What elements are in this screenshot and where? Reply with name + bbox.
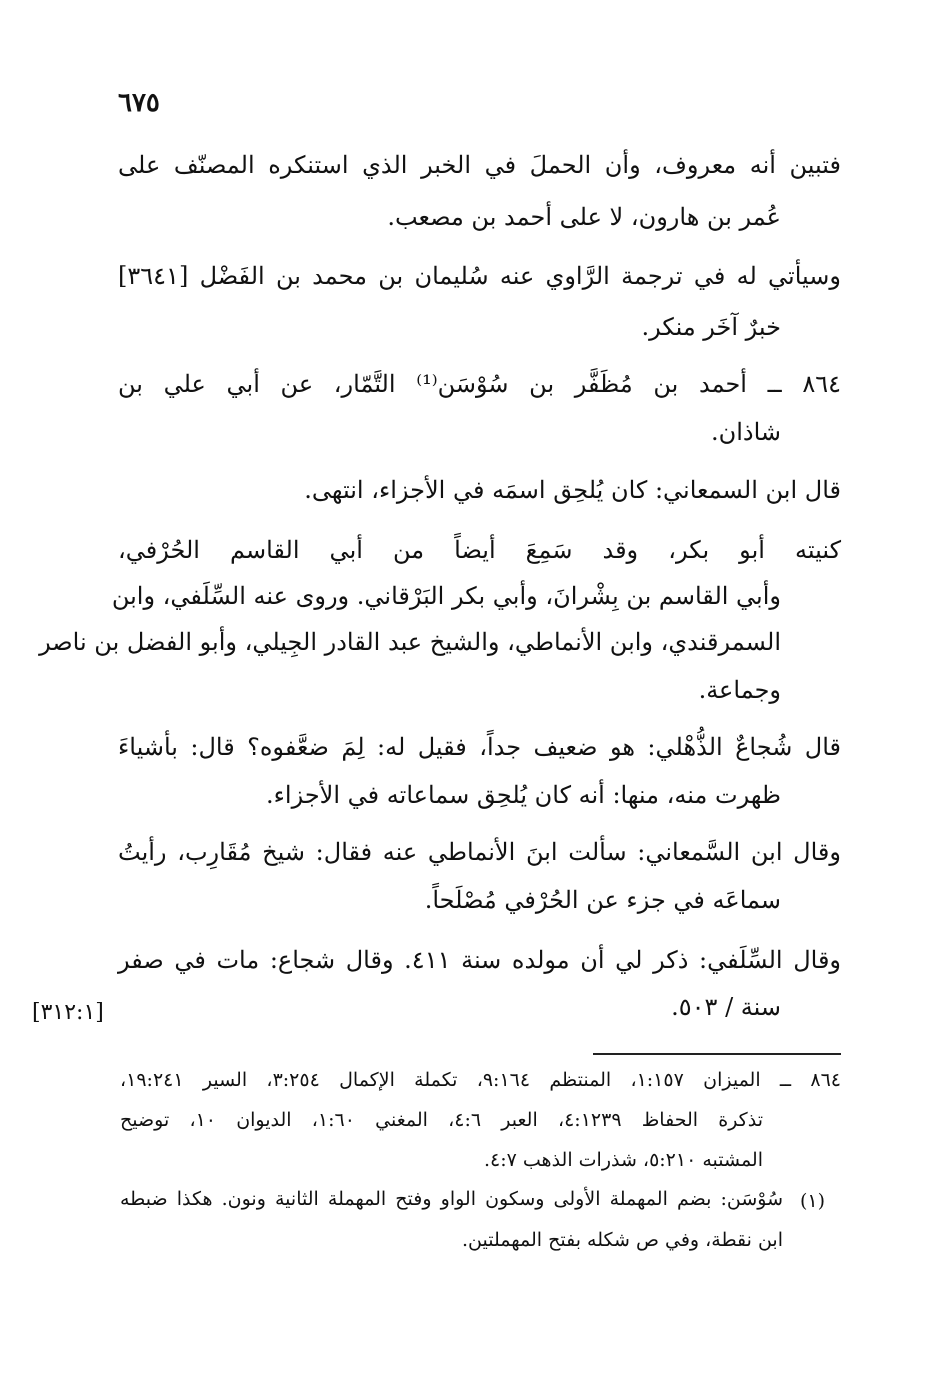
text-line: سماعَه في جزء عن الحُرْفي مُصْلَحاً. bbox=[424, 886, 781, 914]
reference-marker: [٣١٢:١] bbox=[32, 1000, 104, 1025]
text-line: وقال ابن السَّمعاني: سألت ابنَ الأنماطي عنه فقال: شيخ مُقَارِب، رأيتُ bbox=[118, 838, 841, 866]
text-line: السمرقندي، وابن الأنماطي، والشيخ عبد القادر الجِيلي، وأبو الفضل بن ناصر bbox=[39, 628, 781, 656]
text-line: ظهرت منه، منها: أنه كان يُلحِق سماعاته في الأجزاء. bbox=[266, 781, 781, 809]
text-line: ٨٦٤ ــ أحمد بن مُظَفَّر بن سُوْسَن⁽¹⁾ التَّمّار، عن أبي علي بن bbox=[118, 370, 842, 398]
text-line: شاذان. bbox=[710, 418, 781, 446]
text-line: خبرٌ آخَر منكر. bbox=[641, 313, 781, 341]
footnote-line: ٨٦٤ ــ الميزان ١:١٥٧، المنتظم ٩:١٦٤، تكملة الإكمال ٣:٢٥٤، السير ١٩:٢٤١، bbox=[120, 1069, 841, 1091]
text-line: وجماعة. bbox=[698, 676, 781, 704]
footnote-separator bbox=[593, 1053, 841, 1055]
footnote-line: ابن نقطة، وفي ص شكله بفتح المهملتين. bbox=[462, 1229, 783, 1251]
footnote-line: سُوْسَن: بضم المهملة الأولى وسكون الواو وفتح المهملة الثانية ونون. هكذا ضبطه bbox=[120, 1188, 783, 1210]
text-line: كنيته أبو بكر، وقد سَمِعَ أيضاً من أبي القاسم الحُرْفي، bbox=[118, 536, 841, 564]
footnote-line: المشتبه ٥:٢١٠، شذرات الذهب ٤:٧. bbox=[484, 1149, 763, 1171]
text-line: وسيأتي له في ترجمة الرَّاوي عنه سُليمان بن محمد بن الفَضْل [٣٦٤١] bbox=[118, 262, 841, 290]
page-number: ٦٧٥ bbox=[118, 88, 160, 118]
text-line: وأبي القاسم بن بِشْرانَ، وأبي بكر البَرْقاني. وروى عنه السِّلَفي، وابن bbox=[111, 582, 781, 610]
text-line: قال شُجاعٌ الذُّهْلي: هو ضعيف جداً، فقيل له: لِمَ ضعَّفوه؟ قال: بأشياءَ bbox=[118, 733, 841, 761]
footnote-line: تذكرة الحفاظ ٤:١٢٣٩، العبر ٤:٦، المغني ١:٦٠، الديوان ١٠، توضيح bbox=[120, 1109, 763, 1131]
text-line: عُمر بن هارون، لا على أحمد بن مصعب. bbox=[387, 203, 781, 231]
text-line: سنة / ٥٠٣. bbox=[671, 993, 781, 1021]
footnote-number: (١) bbox=[799, 1190, 825, 1212]
text-line: فتبين أنه معروف، وأن الحملَ في الخبر الذي استنكره المصنّف على bbox=[118, 151, 842, 179]
text-line: قال ابن السمعاني: كان يُلحِق اسمَه في الأجزاء، انتهى. bbox=[304, 476, 841, 504]
text-line: وقال السِّلَفي: ذكر لي أن مولده سنة ٤١١. وقال شجاع: مات في صفر bbox=[118, 946, 842, 974]
